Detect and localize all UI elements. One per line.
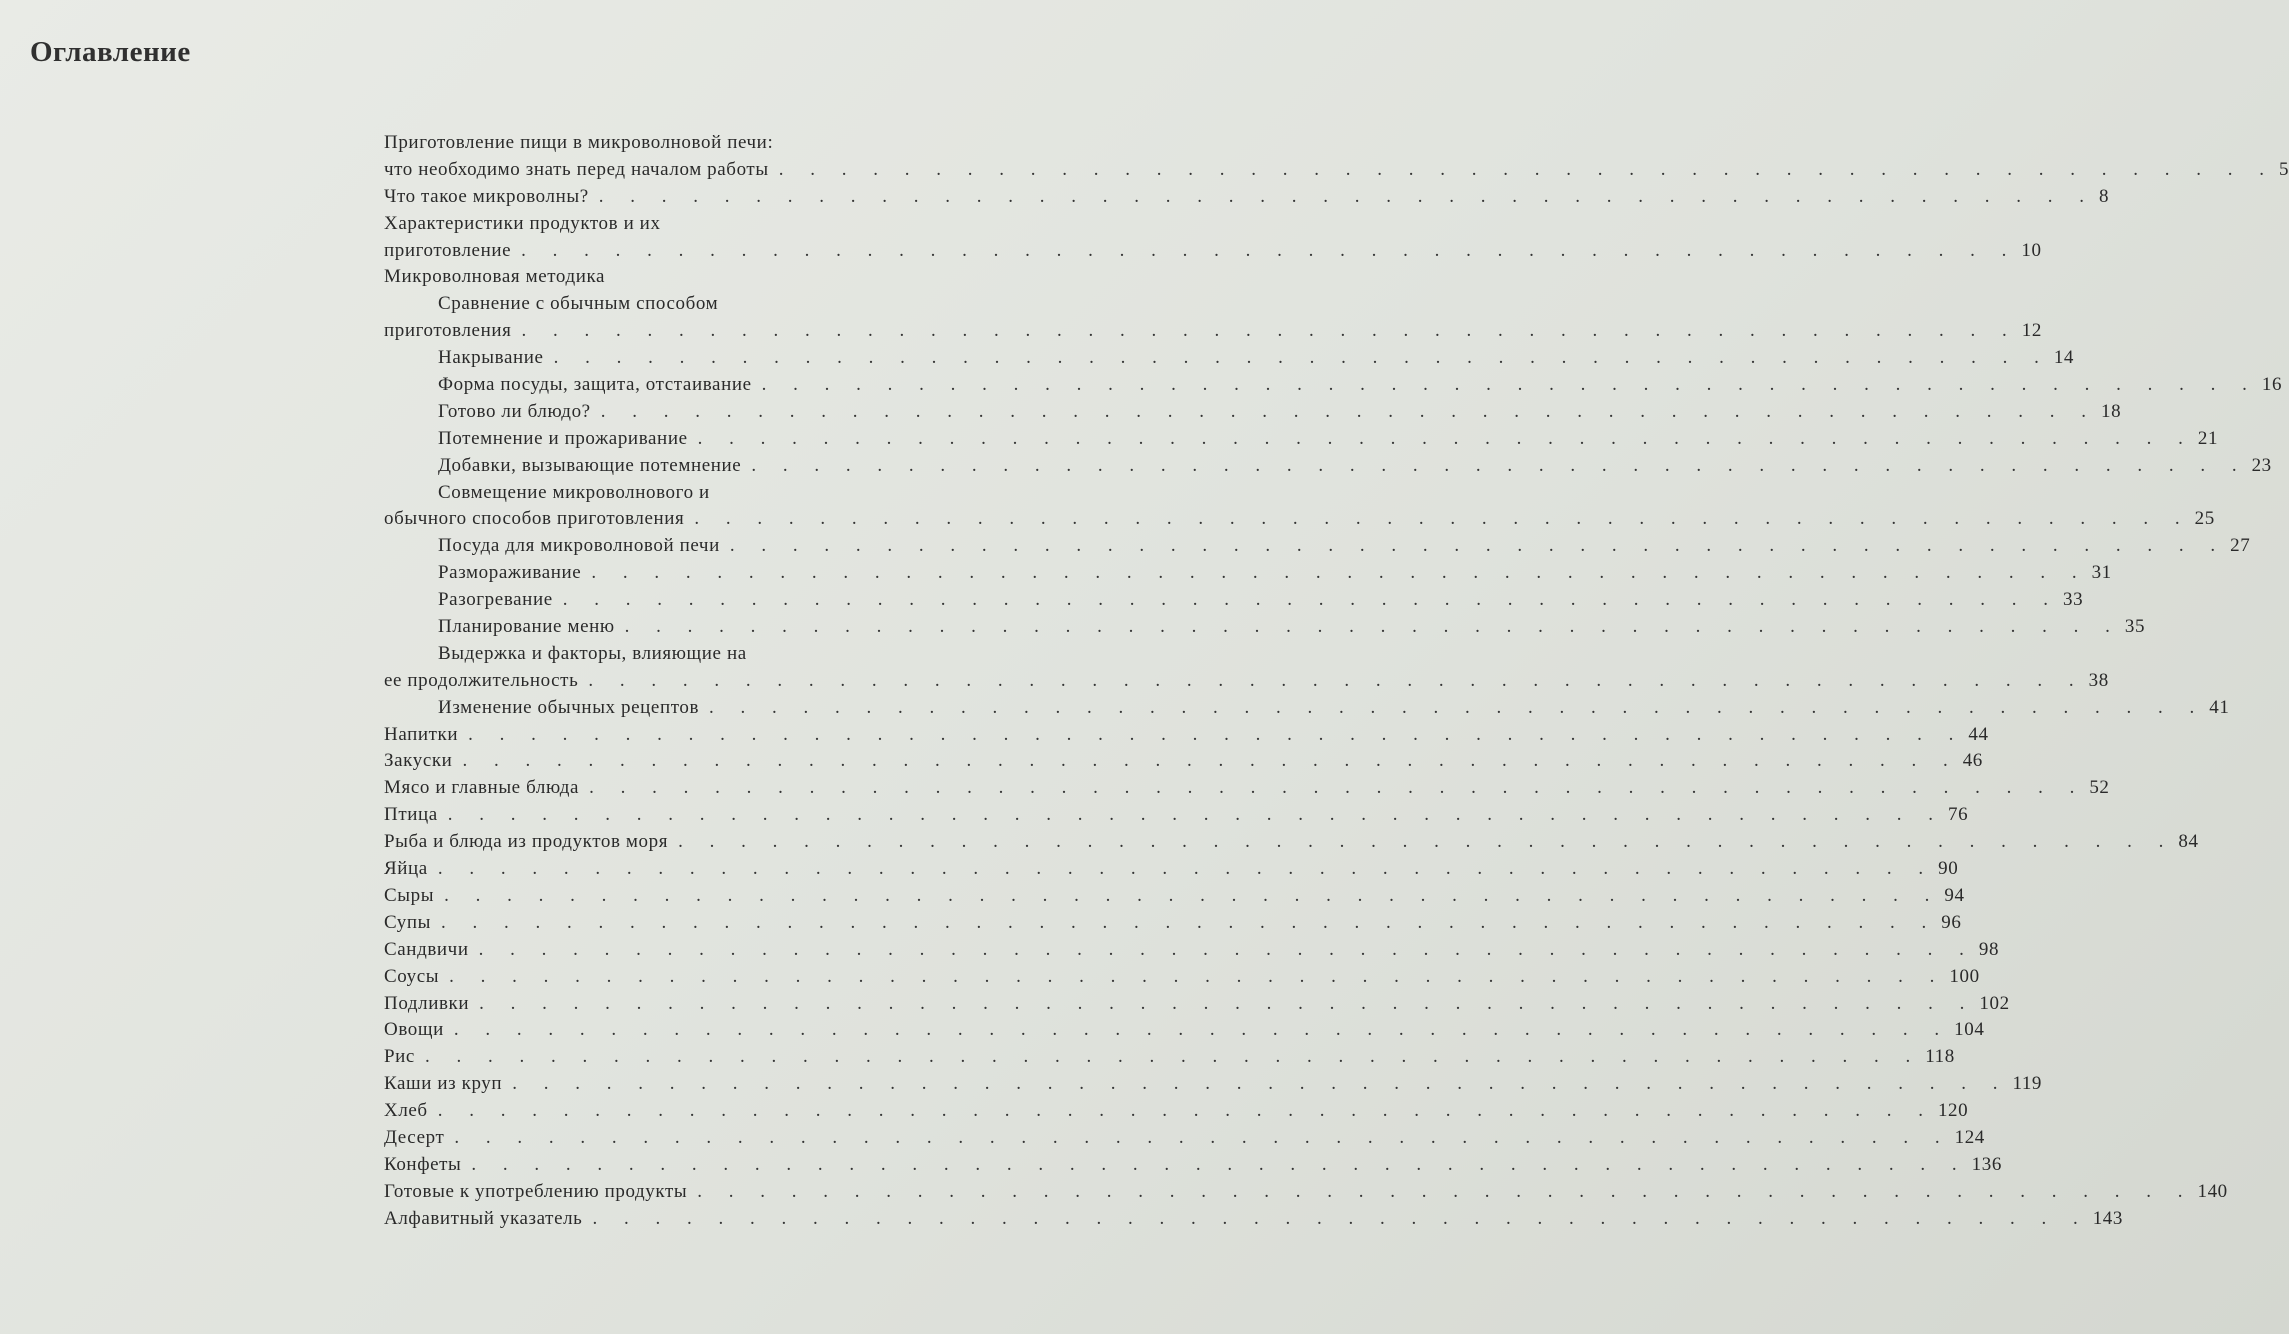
toc-entry xyxy=(384,533,2251,560)
toc-page-number: 16 xyxy=(2261,374,2283,396)
toc-page-number: 52 xyxy=(2089,777,2110,799)
toc-line xyxy=(384,372,2283,399)
dot-leader: . . . . . . . . . . . . . . . . . . . . . . . . . . . . . . . . . . . . . . . . . . . . . . . . xyxy=(444,884,1941,906)
toc-line xyxy=(384,668,2109,695)
toc-page-number: 14 xyxy=(2053,347,2075,369)
toc-entry xyxy=(384,399,2122,426)
toc-entry xyxy=(384,291,2042,345)
toc-entry xyxy=(384,480,2215,534)
toc-line xyxy=(384,964,1980,991)
toc-entry xyxy=(384,1071,2043,1098)
toc-entry-title: Сравнение с обычным способом xyxy=(438,293,719,315)
toc-entry-title: Накрывание xyxy=(438,347,544,369)
toc-line xyxy=(384,883,1965,910)
toc-page-number: 27 xyxy=(2230,535,2251,557)
table-of-contents xyxy=(384,130,2289,1233)
toc-line xyxy=(384,1017,1985,1044)
toc-page-number: 18 xyxy=(2100,400,2122,422)
toc-line xyxy=(384,1125,1985,1152)
toc-entry-title: приготовление xyxy=(384,239,512,261)
dot-leader: . . . . . . . . . . . . . . . . . . . . . . . . . . . . . . . . . . . . . . . . . . . . . . . . xyxy=(441,911,1938,933)
toc-entry xyxy=(384,1206,2124,1233)
toc-line xyxy=(384,1152,2002,1179)
dot-leader: . . . . . . . . . . . . . . . . . . . . . . . . . . . . . . . . . . . . . . . . . . . . . . . . xyxy=(479,992,1976,1014)
toc-line xyxy=(384,426,2219,453)
dot-leader: . . . . . . . . . . . . . . . . . . . . . . . . . . . . . . . . . . . . . . . . . . . . . . . . xyxy=(562,589,2059,611)
toc-page-number: 90 xyxy=(1938,858,1959,880)
toc-line xyxy=(384,238,2042,265)
toc-entry xyxy=(384,372,2283,399)
toc-entry-title: Каши из круп xyxy=(384,1073,503,1095)
toc-entry xyxy=(384,453,2272,480)
toc-entry-title: Конфеты xyxy=(384,1153,462,1175)
toc-page-number: 104 xyxy=(1954,1019,1985,1041)
toc-entry xyxy=(384,211,2042,265)
dot-leader: . . . . . . . . . . . . . . . . . . . . . . . . . . . . . . . . . . . . . . . . . . . . . . . . xyxy=(437,1100,1934,1122)
toc-entry-title: Выдержка и факторы, влияющие на xyxy=(438,642,747,664)
toc-entry xyxy=(384,1044,1955,1071)
toc-entry-title: Яйца xyxy=(384,858,428,880)
dot-leader: . . . . . . . . . . . . . . . . . . . . . . . . . . . . . . . . . . . . . . . . . . . . . . . . xyxy=(453,1019,1951,1041)
toc-entry xyxy=(384,964,1980,991)
toc-entry xyxy=(384,641,2109,695)
toc-entry-title: Готово ли блюдо? xyxy=(438,400,591,422)
dot-leader: . . . . . . . . . . . . . . . . . . . . . . . . . . . . . . . . . . . . . . . . . . . . . . . . xyxy=(447,804,1945,826)
toc-line xyxy=(384,130,968,157)
toc-line xyxy=(384,211,968,238)
dot-leader: . . . . . . . . . . . . . . . . . . . . . . . . . . . . . . . . . . . . . . . . . . . . . . . . xyxy=(449,965,1946,987)
dot-leader: . . . . . . . . . . . . . . . . . . . . . . . . . . . . . . . . . . . . . . . . . . . . . . . . xyxy=(553,347,2050,369)
toc-entry-title: приготовления xyxy=(384,320,512,342)
toc-page-number: 23 xyxy=(2251,454,2272,476)
toc-entry xyxy=(384,1152,2002,1179)
toc-entry-title: Потемнение и прожаривание xyxy=(438,427,688,449)
toc-page-number: 12 xyxy=(2021,320,2042,342)
toc-line xyxy=(384,937,2000,964)
toc-entry xyxy=(384,856,1959,883)
toc-entry-title: Хлеб xyxy=(384,1100,428,1122)
toc-entry xyxy=(384,1017,1985,1044)
toc-line xyxy=(384,1044,1955,1071)
toc-entry xyxy=(384,1098,1969,1125)
toc-line xyxy=(384,506,2215,533)
toc-page-number: 46 xyxy=(1962,750,1983,772)
toc-entry-title: Овощи xyxy=(384,1019,444,1041)
dot-leader: . . . . . . . . . . . . . . . . . . . . . . . . . . . . . . . . . . . . . . . . . . . . . . . . xyxy=(454,1126,1951,1148)
dot-leader: . . . . . . . . . . . . . . . . . . . . . . . . . . . . . . . . . . . . . . . . . . . . . . . . xyxy=(678,831,2175,853)
toc-page-number: 8 xyxy=(2099,185,2110,207)
toc-page-number: 118 xyxy=(1925,1046,1955,1068)
toc-page-number: 94 xyxy=(1944,884,1965,906)
toc-line xyxy=(384,695,2230,722)
toc-line xyxy=(384,1179,2228,1206)
toc-line xyxy=(384,775,2110,802)
toc-page-number: 10 xyxy=(2021,239,2042,261)
toc-entry-title: Приготовление пищи в микроволновой печи: xyxy=(384,132,774,153)
toc-entry-title: Мясо и главные блюда xyxy=(384,777,580,799)
dot-leader: . . . . . . . . . . . . . . . . . . . . . . . . . . . . . . . . . . . . . . . . . . . . . . . . xyxy=(600,400,2097,422)
toc-line xyxy=(384,748,1983,775)
toc-entry xyxy=(384,991,2010,1018)
dot-leader: . . . . . . . . . . . . . . . . . . . . . . . . . . . . . . . . . . . . . . . . . . . . . . . . xyxy=(761,374,2258,396)
toc-entry-title: Закуски xyxy=(384,750,453,772)
toc-line xyxy=(384,856,1959,883)
dot-leader: . . . . . . . . . . . . . . . . . . . . . . . . . . . . . . . . . . . . . . . . . . . . . . . . xyxy=(589,777,2086,799)
toc-entry xyxy=(384,130,2289,184)
dot-leader: . . . . . . . . . . . . . . . . . . . . . . . . . . . . . . . . . . . . . . . . . . . . . . . . xyxy=(512,1073,2009,1095)
toc-entry-title: Размораживание xyxy=(438,562,582,584)
toc-entry xyxy=(384,775,2110,802)
toc-line xyxy=(384,184,2110,211)
toc-entry xyxy=(384,587,2084,614)
toc-entry-title: Соусы xyxy=(384,965,440,987)
dot-leader: . . . . . . . . . . . . . . . . . . . . . . . . . . . . . . . . . . . . . . . . . . . . . . . . xyxy=(709,696,2206,718)
toc-line xyxy=(384,614,2146,641)
toc-entry xyxy=(384,937,2000,964)
toc-page-number: 25 xyxy=(2194,508,2215,530)
toc-entry-title: Подливки xyxy=(384,992,470,1014)
toc-entry-title: Сыры xyxy=(384,884,435,906)
toc-line xyxy=(384,641,968,668)
page-title: Оглавление xyxy=(30,36,191,68)
toc-line xyxy=(384,345,2075,372)
toc-entry-title: Рис xyxy=(384,1046,415,1068)
toc-entry-title: что необходимо знать перед началом работы xyxy=(384,158,769,180)
dot-leader: . . . . . . . . . . . . . . . . . . . . . . . . . . . . . . . . . . . . . . . . . . . . . . . . xyxy=(521,239,2018,261)
toc-line xyxy=(384,533,2251,560)
toc-entry-title: Посуда для микроволновой печи xyxy=(438,535,720,557)
toc-entry-title: Микроволновая методика xyxy=(384,266,606,288)
dot-leader: . . . . . . . . . . . . . . . . . . . . . . . . . . . . . . . . . . . . . . . . . . . . . . . . xyxy=(624,616,2121,638)
toc-line xyxy=(384,560,2112,587)
toc-line xyxy=(384,587,2084,614)
toc-line xyxy=(384,453,2272,480)
toc-entry xyxy=(384,748,1983,775)
toc-line xyxy=(384,157,2289,184)
toc-entry-title: Рыба и блюда из продуктов моря xyxy=(384,831,669,853)
toc-entry-title: Форма посуды, защита, отстаивание xyxy=(438,374,752,396)
toc-entry-title: Десерт xyxy=(384,1126,445,1148)
toc-page-number: 124 xyxy=(1954,1126,1985,1148)
toc-page-number: 41 xyxy=(2209,696,2230,718)
toc-entry xyxy=(384,560,2112,587)
toc-line xyxy=(384,829,2199,856)
toc-line xyxy=(384,1098,1969,1125)
toc-page-number: 44 xyxy=(1968,723,1989,745)
toc-page-number: 21 xyxy=(2197,427,2219,449)
dot-leader: . . . . . . . . . . . . . . . . . . . . . . . . . . . . . . . . . . . . . . . . . . . . . . . . xyxy=(729,535,2227,557)
dot-leader: . . . . . . . . . . . . . . . . . . . . . . . . . . . . . . . . . . . . . . . . . . . . . . . . xyxy=(697,427,2194,449)
toc-entry-title: Разогревание xyxy=(438,589,553,611)
toc-page-number: 76 xyxy=(1948,804,1969,826)
dot-leader: . . . . . . . . . . . . . . . . . . . . . . . . . . . . . . . . . . . . . . . . . . . . . . . . xyxy=(471,1153,1968,1175)
toc-line xyxy=(384,991,2010,1018)
dot-leader: . . . . . . . . . . . . . . . . . . . . . . . . . . . . . . . . . . . . . . . . . . . . . . . . xyxy=(591,562,2088,584)
toc-entry-title: Изменение обычных рецептов xyxy=(438,696,700,718)
toc-entry-title: Алфавитный указатель xyxy=(384,1207,583,1229)
toc-line xyxy=(384,722,1989,749)
toc-entry xyxy=(384,883,1965,910)
toc-page-number: 38 xyxy=(2088,669,2109,691)
toc-line xyxy=(384,910,1962,937)
toc-page-number: 120 xyxy=(1937,1100,1969,1122)
toc-entry xyxy=(384,184,2110,211)
toc-entry xyxy=(384,264,968,291)
toc-entry-title: Характеристики продуктов и их xyxy=(384,212,661,234)
toc-page-number: 31 xyxy=(2091,562,2112,584)
toc-entry-title: ее продолжительность xyxy=(384,669,579,691)
toc-line xyxy=(384,1206,2124,1233)
toc-page-number: 33 xyxy=(2063,589,2084,611)
toc-entry xyxy=(384,614,2146,641)
toc-line xyxy=(384,291,968,318)
toc-page-number: 5 xyxy=(2278,158,2289,180)
toc-page-number: 102 xyxy=(1979,992,2010,1014)
toc-entry-title: Что такое микроволны? xyxy=(384,185,589,207)
dot-leader: . . . . . . . . . . . . . . . . . . . . . . . . . . . . . . . . . . . . . . . . . . . . . . . . xyxy=(424,1046,1922,1068)
toc-entry xyxy=(384,802,1969,829)
toc-page-number: 35 xyxy=(2124,616,2146,638)
toc-page-number: 136 xyxy=(1971,1153,2002,1175)
dot-leader: . . . . . . . . . . . . . . . . . . . . . . . . . . . . . . . . . . . . . . . . . . . . . . . . xyxy=(694,508,2191,530)
dot-leader: . . . . . . . . . . . . . . . . . . . . . . . . . . . . . . . . . . . . . . . . . . . . . . . . xyxy=(588,669,2085,691)
toc-entry-title: Готовые к употреблению продукты xyxy=(384,1180,688,1202)
toc-entry xyxy=(384,695,2230,722)
toc-line xyxy=(384,480,968,507)
dot-leader: . . . . . . . . . . . . . . . . . . . . . . . . . . . . . . . . . . . . . . . . . . . . . . . . xyxy=(751,454,2248,476)
toc-line xyxy=(384,802,1969,829)
dot-leader: . . . . . . . . . . . . . . . . . . . . . . . . . . . . . . . . . . . . . . . . . . . . . . . . xyxy=(521,320,2018,342)
dot-leader: . . . . . . . . . . . . . . . . . . . . . . . . . . . . . . . . . . . . . . . . . . . . . . . . xyxy=(462,750,1959,772)
dot-leader: . . . . . . . . . . . . . . . . . . . . . . . . . . . . . . . . . . . . . . . . . . . . . . . . xyxy=(592,1207,2089,1229)
toc-entry-title: Птица xyxy=(384,804,438,826)
toc-entry xyxy=(384,910,1962,937)
toc-entry xyxy=(384,1125,1985,1152)
toc-entry-title: Совмещение микроволнового и xyxy=(438,481,710,503)
toc-line xyxy=(384,264,968,291)
toc-entry xyxy=(384,426,2219,453)
toc-entry xyxy=(384,1179,2228,1206)
toc-page-number: 143 xyxy=(2092,1207,2124,1229)
toc-page-number: 96 xyxy=(1941,911,1962,933)
toc-entry-title: Планирование меню xyxy=(438,616,615,638)
dot-leader: . . . . . . . . . . . . . . . . . . . . . . . . . . . . . . . . . . . . . . . . . . . . . . . . xyxy=(478,938,1975,960)
dot-leader: . . . . . . . . . . . . . . . . . . . . . . . . . . . . . . . . . . . . . . . . . . . . . . . . xyxy=(697,1180,2194,1202)
toc-page-number: 119 xyxy=(2012,1073,2043,1095)
toc-entry-title: Сандвичи xyxy=(384,938,469,960)
dot-leader: . . . . . . . . . . . . . . . . . . . . . . . . . . . . . . . . . . . . . . . . . . . . . . . . xyxy=(437,858,1935,880)
toc-page-number: 140 xyxy=(2197,1180,2228,1202)
toc-line xyxy=(384,318,2042,345)
toc-page-number: 84 xyxy=(2178,831,2199,853)
toc-line xyxy=(384,1071,2043,1098)
toc-page-number: 100 xyxy=(1949,965,1980,987)
toc-page-number: 98 xyxy=(1978,938,2000,960)
dot-leader: . . . . . . . . . . . . . . . . . . . . . . . . . . . . . . . . . . . . . . . . . . . . . . . . xyxy=(598,185,2096,207)
toc-entry xyxy=(384,722,1989,749)
toc-entry xyxy=(384,345,2075,372)
toc-entry-title: Напитки xyxy=(384,723,459,745)
dot-leader: . . . . . . . . . . . . . . . . . . . . . . . . . . . . . . . . . . . . . . . . . . . . . . . . xyxy=(468,723,1965,745)
toc-entry-title: Добавки, вызывающие потемнение xyxy=(438,454,742,476)
toc-entry-title: Супы xyxy=(384,911,432,933)
toc-entry-title: обычного способов приготовления xyxy=(384,508,685,530)
toc-entry xyxy=(384,829,2199,856)
toc-line xyxy=(384,399,2122,426)
dot-leader: . . . . . . . . . . . . . . . . . . . . . . . . . . . . . . . . . . . . . . . . . . . . . . . . xyxy=(778,158,2275,180)
